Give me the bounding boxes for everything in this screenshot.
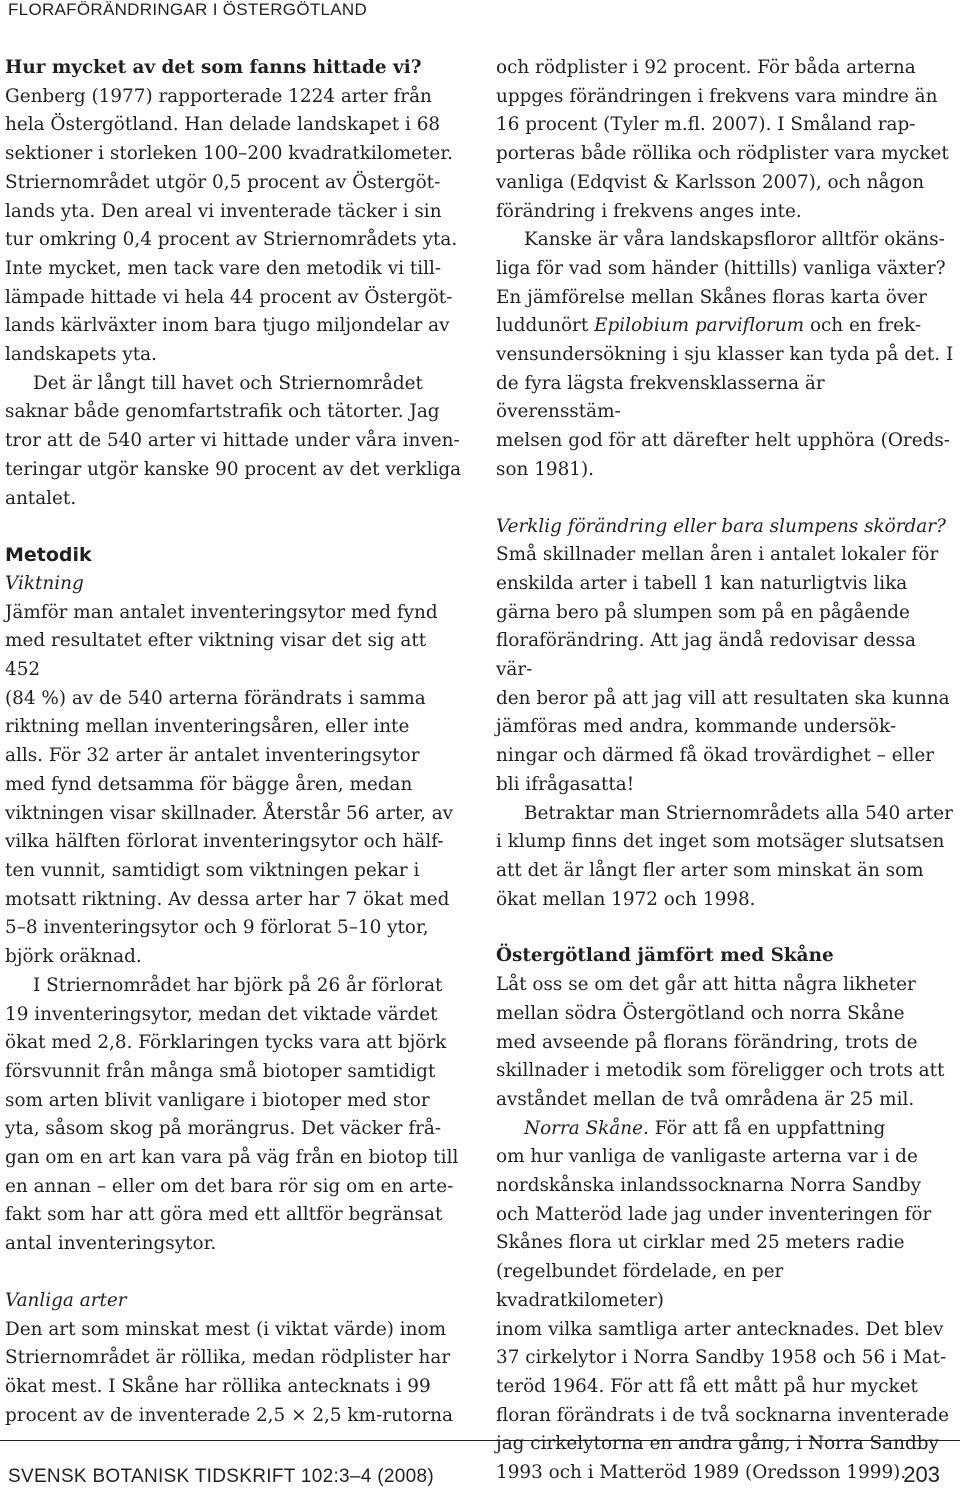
subsection-heading: Vanliga arter [5, 1289, 127, 1311]
paragraph: Det är långt till havet och Striernområdet saknar både genomfartstrafik och tätorter. Jag tror att de 540 arter vi hittade under våra inven- teringar utgör kanske 90 procent av det verkliga antalet. [5, 372, 462, 509]
paragraph: I Striernområdet har björk på 26 år förlorat 19 inventeringsytor, medan det viktade värdet ökat med 2,8. Förklaringen tycks vara att björk försvunnit från många små biotoper samtidigt som arten blivit vanligare i biotoper med stor yta, såsom skog på morängrus. Det väcker frå- gan om en art kan vara på väg från en biotop till en annan – eller om det bara rör sig om en arte- fakt som har att göra med ett alltför begränsat antal inventeringsytor. [5, 974, 459, 1255]
text-run: För att få en uppfattning om hur vanliga de vanligaste arterna var i de nordskånska inlandssocknarna Norra Sandby och Matteröd lade jag under inventeringen för Skånes flora ut cirklar med 25 meters radie (regelbundet fördelade, en per kvadratkilometer) inom vilka samtliga arter antecknades. Det blev 37 cirkelytor i Norra Sandby 1958 och 56 i Mat- teröd 1964. För att få ett mått på hur mycket floran förändrats i de två socknarna inventerade jag cirkelytorna en andra gång, i Norra Sandby 1993 och i Matteröd 1989 (Oredsson 1999). [496, 1117, 950, 1484]
footer-rule [0, 1440, 960, 1441]
text-run: Kanske är våra landskapsfloror alltför okäns- liga för vad som händer (hittills) vanliga växter? En jämförelse mellan Skånes floras karta över luddunört [496, 229, 946, 337]
journal-citation: SVENSK BOTANISK TIDSKRIFT 102:3–4 (2008) [8, 1466, 434, 1487]
region-heading: Norra Skåne. [524, 1117, 649, 1139]
section-heading: Hur mycket av det som fanns hittade vi? [5, 57, 422, 78]
paragraph: Små skillnader mellan åren i antalet lokaler för enskilda arter i tabell 1 kan naturligtvis lika gärna bero på slumpen som på en pågående floraförändring. Att jag ändå redovisar dessa vär- den beror på att jag vill att resultaten ska kunna jämföras med andra, kommande undersök- ningar och därmed få ökad trovärdighet – eller bli ifrågasatta! [496, 544, 950, 795]
section-heading: Östergötland jämfört med Skåne [496, 945, 834, 967]
section-heading: Metodik [5, 544, 92, 567]
page-number: 203 [903, 1462, 940, 1487]
paragraph: Genberg (1977) rapporterade 1224 arter från hela Östergötland. Han delade landskapet i 68 sektioner i storleken 100–200 kvadratkilometer. Striernområdet utgör 0,5 procent av Östergöt- lands yta. Den areal vi inventerade täcker i sin tur omkring 0,4 procent av Striernområdets yta. Inte mycket, men tack vare den metodik vi till- lämpade hittade vi hela 44 procent av Östergöt- lands kärlväxter inom bara tjugo miljondelar av landskapets yta. [5, 85, 458, 366]
paragraph: Den art som minskat mest (i viktat värde) inom Striernområdet är röllika, medan rödplister har ökat mest. I Skåne har röllika antecknats i 99 procent av de inventerade 2,5 × 2,5 km-rutorna [5, 1318, 453, 1426]
paragraph [496, 226, 954, 484]
subsection-heading: Verklig förändring eller bara slumpens skördar? [496, 515, 946, 537]
text-run: och en frek- vensundersökning i sju klasser kan tyda på det. I de fyra lägsta frekvensklasserna är överensstäm- melsen god för att därefter helt upphöra (Oreds- son 1981). [496, 315, 954, 480]
subsection-heading: Viktning [5, 572, 84, 594]
left-column [5, 54, 463, 1430]
paragraph: Låt oss se om det går att hitta några likheter mellan södra Östergötland och norra Skåne med avseende på florans förändring, trots de skillnader i metodik som föreligger och trots att avståndet mellan de två områdena är 25 mil. [496, 974, 945, 1110]
running-head: FLORAFÖRÄNDRINGAR I ÖSTERGÖTLAND [8, 0, 368, 19]
right-column [496, 54, 954, 1488]
paragraph: Jämför man antalet inventeringsytor med fynd med resultatet efter viktning visar det sig att 452 (84 %) av de 540 arterna förändrats i samma riktning mellan inventeringsåren, eller inte alls. För 32 arter är antalet inventeringsytor med fynd detsamma för bägge åren, medan viktningen visar skillnader. Återstår 56 arter, av vilka hälften förlorat inventeringsytor och hälf- ten vunnit, samtidigt som viktningen pekar i motsatt riktning. Av dessa arter har 7 ökat med 5–8 inventeringsytor och 9 förlorat 5–10 ytor, björk oräknad. [5, 601, 454, 968]
paragraph: Betraktar man Striernområdets alla 540 arter i klump finns det inget som motsäger slutsatsen att det är långt fler arter som minskat än som ökat mellan 1972 och 1998. [496, 802, 953, 910]
species-name: Epilobium parviflorum [594, 315, 805, 337]
paragraph: och rödplister i 92 procent. För båda arterna uppges förändringen i frekvens vara mindre än 16 procent (Tyler m.fl. 2007). I Småland rap- porteras både röllika och rödplister vara mycket vanliga (Edqvist & Karlsson 2007), och någon förändring i frekvens anges inte. [496, 57, 949, 222]
paragraph [496, 1115, 954, 1488]
